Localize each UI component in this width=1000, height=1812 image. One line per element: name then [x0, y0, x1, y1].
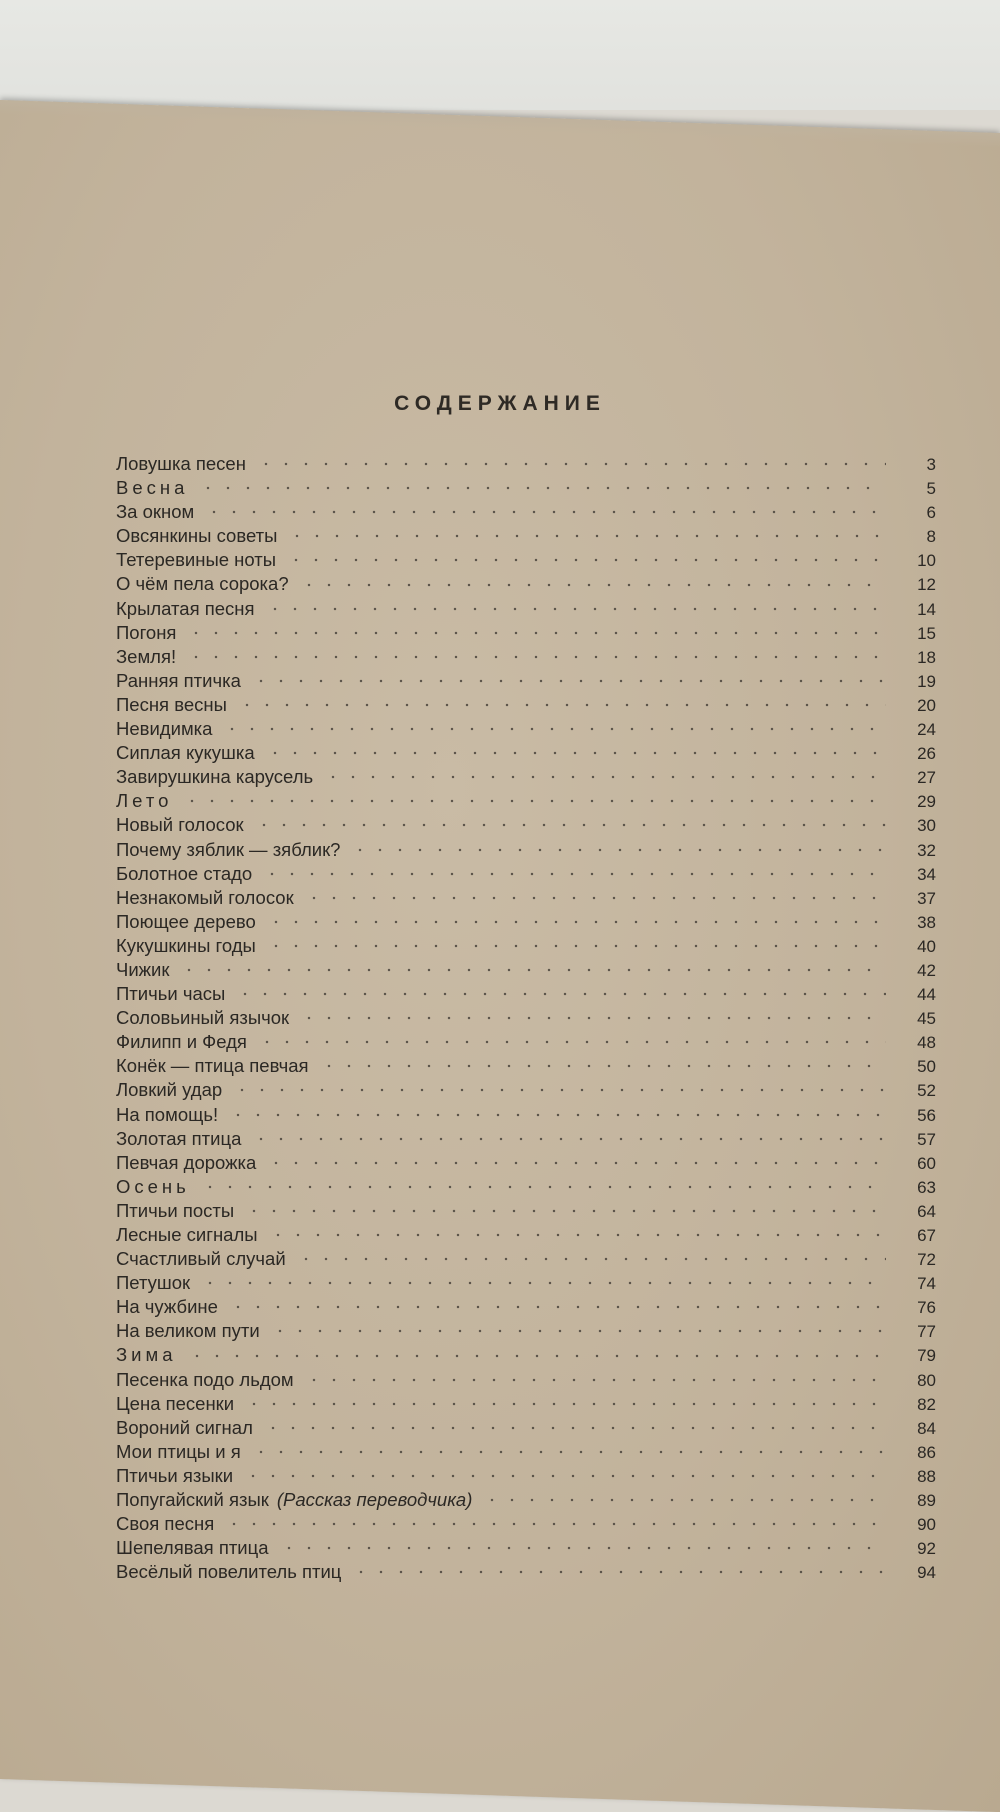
dot-leader: [200, 1281, 886, 1285]
toc-entry: [116, 1464, 936, 1488]
toc-entry: [116, 476, 936, 500]
toc-entry-title: Погоня: [116, 621, 177, 643]
toc-entry-title: На чужбине: [116, 1296, 218, 1318]
toc-entry-page-number: 44: [917, 985, 936, 1005]
dot-leader: [265, 607, 886, 611]
dot-leader: [263, 1426, 886, 1430]
toc-entry-page-number: 26: [917, 744, 936, 764]
toc-entry-page-number: 63: [917, 1177, 936, 1197]
toc-entry-page-number: 18: [917, 647, 936, 667]
dot-leader: [266, 944, 886, 948]
dot-leader: [237, 703, 886, 707]
toc-entry-title: Золотая птица: [116, 1127, 242, 1149]
toc-entry-title: Шепелявая птица: [116, 1537, 269, 1559]
toc-entry: [116, 572, 936, 596]
toc-entry: [116, 1199, 936, 1223]
dot-leader: [200, 1185, 886, 1189]
toc-entry-title: Птичьи часы: [116, 983, 226, 1005]
dot-leader: [296, 1257, 886, 1261]
toc-entry: [116, 1368, 936, 1392]
toc-entry-page-number: 64: [917, 1201, 936, 1221]
toc-entry-title: Песня весны: [116, 693, 227, 715]
toc-entry: [116, 1488, 936, 1512]
toc-entry-title: Кукушкины годы: [116, 934, 256, 956]
toc-entry-title: Поющее дерево: [116, 910, 256, 932]
toc-entry-title: Певчая дорожка: [116, 1151, 257, 1173]
toc-entry-title: Незнакомый голосок: [116, 886, 294, 908]
toc-entry-title: Счастливый случай: [116, 1248, 286, 1270]
toc-entry-title: Сиплая кукушка: [116, 742, 255, 764]
toc-entry-title: Завирушкина карусель: [116, 766, 314, 788]
toc-entry-page-number: 38: [917, 912, 936, 932]
toc-entry-title: Зима: [116, 1344, 177, 1366]
dot-leader: [254, 823, 886, 827]
dot-leader: [244, 1209, 886, 1213]
toc-entry-page-number: 74: [917, 1274, 936, 1294]
toc-entry-page-number: 40: [917, 936, 936, 956]
toc-entry-note: (Рассказ переводчика): [276, 1489, 473, 1511]
dot-leader: [235, 992, 886, 996]
toc-entry-page-number: 15: [917, 623, 936, 643]
toc-entry-title: Невидимка: [116, 718, 213, 740]
toc-entry-page-number: 76: [917, 1298, 936, 1318]
dot-leader: [251, 1450, 886, 1454]
toc-entry: [116, 886, 936, 910]
toc-entry-page-number: 42: [917, 960, 936, 980]
dot-leader: [186, 631, 886, 635]
toc-entry: [116, 1175, 936, 1199]
dot-leader: [186, 655, 886, 659]
toc-entry: [116, 910, 936, 934]
toc-entry-page-number: 24: [917, 720, 936, 740]
toc-entry-title: Крылатая песня: [116, 597, 255, 619]
toc-entry: [116, 1295, 936, 1319]
toc-entry-title: Вороний сигнал: [116, 1416, 253, 1438]
toc-entry: [116, 789, 936, 813]
toc-entry-page-number: 50: [917, 1057, 936, 1077]
table-of-contents: [116, 452, 936, 1584]
toc-entry-page-number: 90: [917, 1515, 936, 1535]
dot-leader: [182, 799, 886, 803]
toc-entry: [116, 1560, 936, 1584]
page-title: СОДЕРЖАНИЕ: [394, 392, 606, 415]
toc-entry: [116, 765, 936, 789]
toc-entry-title: На великом пути: [116, 1320, 260, 1342]
toc-entry-title: Лето: [116, 790, 173, 812]
toc-entry: [116, 524, 936, 548]
toc-entry-title: Цена песенки: [116, 1392, 235, 1414]
toc-entry-title: За окном: [116, 501, 195, 523]
dot-leader: [232, 1088, 886, 1092]
toc-entry: [116, 1054, 936, 1078]
toc-entry-page-number: 60: [917, 1153, 936, 1173]
toc-entry-page-number: 52: [917, 1081, 936, 1101]
toc-entry: [116, 1343, 936, 1367]
toc-entry: [116, 1392, 936, 1416]
toc-entry: [116, 645, 936, 669]
toc-entry: [116, 741, 936, 765]
toc-entry-title: Песенка подо льдом: [116, 1368, 294, 1390]
toc-entry-title: Ловкий удар: [116, 1079, 223, 1101]
toc-entry: [116, 452, 936, 476]
toc-entry-page-number: 79: [917, 1346, 936, 1366]
toc-entry: [116, 982, 936, 1006]
toc-entry: [116, 717, 936, 741]
toc-entry: [116, 1271, 936, 1295]
dot-leader: [323, 775, 886, 779]
toc-entry: [116, 1512, 936, 1536]
dot-leader: [270, 1329, 886, 1333]
toc-entry-title: Соловьиный язычок: [116, 1007, 290, 1029]
toc-entry: [116, 958, 936, 982]
toc-entry-page-number: 77: [917, 1322, 936, 1342]
toc-entry: [116, 934, 936, 958]
dot-leader: [251, 679, 886, 683]
dot-leader: [262, 872, 886, 876]
toc-entry-title: Ранняя птичка: [116, 669, 241, 691]
toc-entry-page-number: 5: [926, 479, 936, 499]
dot-leader: [256, 462, 886, 466]
dot-leader: [266, 1161, 886, 1165]
toc-entry-page-number: 12: [917, 575, 936, 595]
dot-leader: [228, 1113, 886, 1117]
dot-leader: [266, 920, 886, 924]
toc-entry-page-number: 82: [917, 1394, 936, 1414]
dot-leader: [351, 1570, 886, 1574]
dot-leader: [244, 1402, 886, 1406]
toc-entry-page-number: 29: [917, 792, 936, 812]
toc-entry-title: Мои птицы и я: [116, 1440, 241, 1462]
toc-entry-title: Весёлый повелитель птиц: [116, 1561, 342, 1583]
toc-entry-title: Тетеревиные ноты: [116, 549, 277, 571]
toc-entry-title: Осень: [116, 1175, 190, 1197]
toc-entry: [116, 1247, 936, 1271]
toc-entry: [116, 1127, 936, 1151]
toc-entry-page-number: 19: [917, 671, 936, 691]
toc-entry-page-number: 86: [917, 1442, 936, 1462]
toc-entry: [116, 1151, 936, 1175]
toc-entry: [116, 1030, 936, 1054]
toc-entry-page-number: 57: [917, 1129, 936, 1149]
toc-entry: [116, 1416, 936, 1440]
toc-entry-page-number: 37: [917, 888, 936, 908]
toc-entry: [116, 621, 936, 645]
dot-leader: [257, 1040, 886, 1044]
dot-leader: [179, 968, 886, 972]
toc-entry: [116, 1319, 936, 1343]
dot-leader: [228, 1305, 886, 1309]
dot-leader: [187, 1354, 886, 1358]
toc-entry-title: Болотное стадо: [116, 862, 253, 884]
toc-entry-title: Чижик: [116, 958, 170, 980]
toc-entry-page-number: 20: [917, 695, 936, 715]
toc-entry: [116, 1078, 936, 1102]
toc-entry: [116, 1440, 936, 1464]
toc-entry: [116, 862, 936, 886]
toc-entry-page-number: 45: [917, 1009, 936, 1029]
dot-leader: [286, 558, 886, 562]
toc-entry-page-number: 14: [917, 599, 936, 619]
dot-leader: [198, 486, 886, 490]
toc-entry: [116, 1223, 936, 1247]
dot-leader: [222, 727, 886, 731]
toc-entry-page-number: 3: [926, 455, 936, 474]
toc-entry: [116, 597, 936, 621]
toc-entry: [116, 813, 936, 837]
dot-leader: [304, 1378, 886, 1382]
toc-entry: [116, 669, 936, 693]
toc-entry-page-number: 10: [917, 551, 936, 571]
toc-entry-title: Почему зяблик — зяблик?: [116, 838, 341, 860]
toc-entry: [116, 693, 936, 717]
toc-entry-page-number: 80: [917, 1370, 936, 1390]
toc-entry: [116, 500, 936, 524]
dot-leader: [224, 1522, 886, 1526]
background-surface: [0, 0, 1000, 110]
toc-entry-title: Весна: [116, 477, 189, 499]
dot-leader: [304, 896, 886, 900]
toc-entry-page-number: 56: [917, 1105, 936, 1125]
toc-entry-page-number: 27: [917, 768, 936, 788]
toc-entry-title: Конёк — птица певчая: [116, 1055, 309, 1077]
toc-entry: [116, 838, 936, 862]
toc-entry: [116, 1006, 936, 1030]
toc-entry-title: Птичьи языки: [116, 1464, 234, 1486]
toc-entry-page-number: 30: [917, 816, 936, 836]
dot-leader: [350, 848, 886, 852]
toc-entry-title: Петушок: [116, 1272, 191, 1294]
toc-entry-page-number: 84: [917, 1418, 936, 1438]
toc-entry-page-number: 6: [926, 503, 936, 523]
toc-entry: [116, 548, 936, 572]
toc-entry-title: Своя песня: [116, 1513, 215, 1535]
toc-entry-page-number: 8: [926, 527, 936, 547]
toc-entry-title: Филипп и Федя: [116, 1031, 247, 1053]
toc-entry-title: Птичьи посты: [116, 1199, 235, 1221]
toc-entry-page-number: 72: [917, 1250, 936, 1270]
dot-leader: [279, 1546, 886, 1550]
toc-entry-page-number: 34: [917, 864, 936, 884]
toc-entry: [116, 1536, 936, 1560]
dot-leader: [287, 534, 886, 538]
dot-leader: [319, 1064, 886, 1068]
toc-entry-title: Попугайский язык: [116, 1489, 269, 1511]
toc-entry-page-number: 94: [917, 1563, 936, 1583]
toc-entry-title: О чём пела сорока?: [116, 573, 289, 595]
dot-leader: [482, 1498, 886, 1502]
dot-leader: [243, 1474, 886, 1478]
toc-entry-title: На помощь!: [116, 1103, 219, 1125]
toc-entry-page-number: 67: [917, 1226, 936, 1245]
dot-leader: [204, 510, 886, 514]
dot-leader: [265, 751, 886, 755]
toc-entry-page-number: 89: [917, 1491, 936, 1511]
toc-entry-page-number: 88: [917, 1466, 936, 1486]
toc-entry-title: Ловушка песен: [116, 453, 246, 474]
toc-entry-page-number: 32: [917, 840, 936, 860]
toc-entry-title: Лесные сигналы: [116, 1224, 258, 1245]
toc-entry-page-number: 48: [917, 1033, 936, 1053]
toc-entry-title: Новый голосок: [116, 814, 244, 836]
toc-entry-page-number: 92: [917, 1539, 936, 1559]
dot-leader: [268, 1233, 886, 1237]
toc-entry-title: Овсянкины советы: [116, 525, 278, 547]
dot-leader: [299, 583, 886, 587]
dot-leader: [299, 1016, 886, 1020]
toc-entry: [116, 1103, 936, 1127]
toc-entry-title: Земля!: [116, 645, 177, 667]
dot-leader: [251, 1137, 886, 1141]
